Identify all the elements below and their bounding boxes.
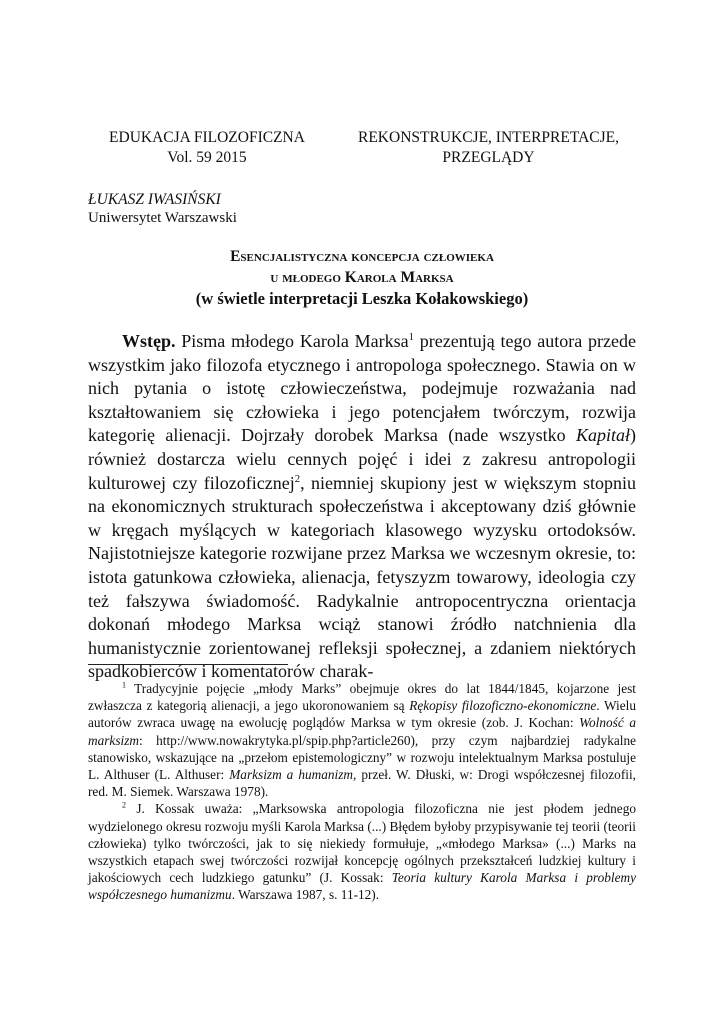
body-paragraph	[88, 330, 636, 684]
footnote-1-title-2: Wolność a marksizm	[88, 715, 637, 748]
footnote-1-title-3: Marksizm a humanizm,	[229, 767, 357, 783]
section-lead: Wstęp.	[122, 331, 176, 351]
footnote-1-text-c: : http://www.nowakrytyka.pl/spip.php?article260), przy czym najbardziej radykalne stanowisko, wskazujące na „przełom epistemologiczny” w rozwoju intelektualnym Marksa postuluje L. Althuser (L. Althuser:	[88, 732, 636, 783]
journal-volume: Vol. 59 2015	[167, 149, 247, 166]
author-block	[88, 190, 237, 228]
body-text-1: Pisma młodego Karola Marksa	[175, 331, 409, 351]
body-text-4: , niemniej skupiony jest w większym stopniu na ekonomicznych strukturach społeczeństwa i akceptowany dziś głównie w kręgach myślących w kategoriach klasowego wyzysku ortodoksów. Najistotniejsze kategorie rozwijane przez Marksa we wczesnym okresie, to: istota gatunkowa człowieka, alienacja, fetyszyzm towarowy, ideologia czy też fałszywa świadomość. Radykalnie antropocentryczna orientacja dokonań młodego Marksa wciąż stanowi źródło natchnienia dla humanistycznie zorientowanej refleksji społecznej, a zdaniem niektórych spadkobierców i komentatorów charak-	[88, 472, 636, 682]
section-info	[341, 128, 636, 168]
footnote-2-text-b: . Warszawa 1987, s. 11-12).	[231, 887, 380, 903]
section-name-line1: REKONSTRUKCJE, INTERPRETACJE,	[358, 129, 619, 146]
article-title	[88, 246, 636, 309]
footnote-1	[88, 680, 636, 800]
section-name-line2: PRZEGLĄDY	[442, 149, 535, 166]
footnote-2-text-a: J. Kossak uważa: „Marksowska antropologia filozoficzna nie jest płodem jednego wydzielonego okresu rozwoju myśli Karola Marksa (...) Błędem byłoby przypisywanie tej teorii (teorii człowieka) tylko twórczości, jak to się niekiedy formułuje, „«młodego Marksa» (...) Marks na wszystkich etapach swej twórczości rozwijał koncepcję ogólnych przekształceń ludzkiej kultury i jakościowych cech ludzkiego gatunku” (J. Kossak:	[88, 801, 636, 886]
footnote-1-text-a: Tradycyjnie pojęcie „młody Marks” obejmuje okres do lat 1844/1845, kojarzone jest zwłaszcza z kategorią alienacji, a jego ukoronowaniem są	[88, 681, 636, 714]
journal-info	[88, 128, 326, 168]
footnote-1-text-b: . Wielu autorów zwraca uwagę na ewolucję poglądów Marksa w tym okresie (zob. J. Kochan:	[88, 698, 636, 731]
journal-name: EDUKACJA FILOZOFICZNA	[109, 129, 305, 146]
footnote-ref-1[interactable]: 1	[408, 331, 414, 343]
footnote-divider	[88, 664, 288, 665]
title-line-3: (w świetle interpretacji Leszka Kołakowskiego)	[195, 289, 529, 308]
title-line-2: u młodego Karola Marksa	[270, 269, 454, 286]
journal-header	[88, 128, 636, 172]
body-text-3: ) również dostarcza wielu cennych pojęć i idei z zakresu antropologii kulturowej czy filozoficznej	[88, 425, 636, 493]
body-text-2: prezentują tego autora przede wszystkim jako filozofa etycznego i antropologa społecznego. Stawia on w nich pytania o istotę człowieczeństwa, podejmuje rozważania nad kształtowaniem się człowieka i jego potencjałem twórczym, rozwija kategorię alienacji. Dojrzały dorobek Marksa (nade wszystko	[88, 331, 636, 446]
footnote-2-title-1: Teoria kultury Karola Marksa i problemy współczesnego humanizmu	[88, 870, 637, 903]
footnotes	[88, 680, 636, 904]
title-line-1: Esencjalistyczna koncepcja człowieka	[230, 248, 494, 265]
author-affiliation: Uniwersytet Warszawski	[88, 210, 237, 226]
footnote-1-text-d: przeł. W. Dłuski, w: Drogi współczesnej filozofii, red. M. Siemek. Warszawa 1978).	[88, 767, 636, 800]
footnote-2	[88, 800, 636, 903]
footnote-1-title-1: Rękopisy filozoficzno-ekonomiczne	[409, 698, 597, 714]
footnote-2-number: 2	[122, 801, 126, 810]
footnote-1-number: 1	[122, 680, 126, 690]
footnote-ref-2[interactable]: 2	[294, 472, 301, 485]
author-name: ŁUKASZ IWASIŃSKI	[88, 191, 221, 208]
body-title-kapital: Kapitał	[575, 425, 630, 446]
